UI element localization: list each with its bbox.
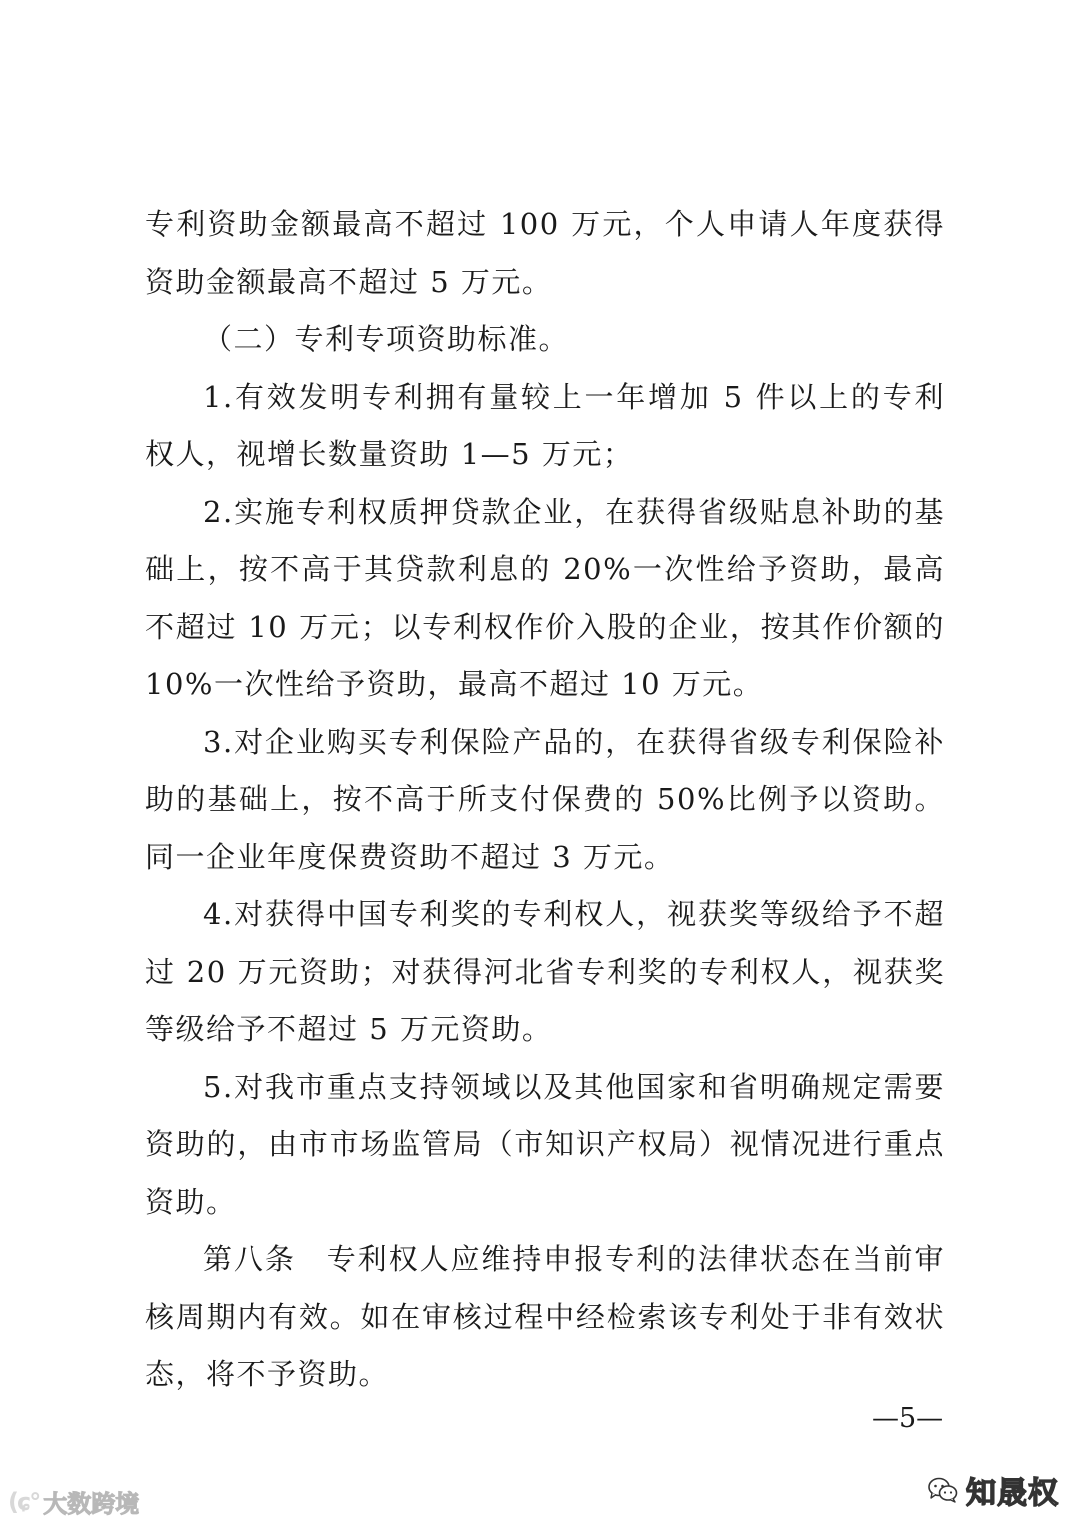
paragraph-item-4: 4.对获得中国专利奖的专利权人，视获奖等级给予不超过 20 万元资助；对获得河北省专利奖的专利权人，视获奖等级给予不超过 5 万元资助。 [145, 897, 945, 1046]
paragraph-article-8: 第八条 专利权人应维持申报专利的法律状态在当前审核周期内有效。如在审核过程中经检索该专利处于非有效状态，将不予资助。 [145, 1242, 945, 1391]
watermark-dashujingjing [8, 1484, 139, 1519]
watermark-logo-mark: (ɕ° [8, 1487, 40, 1516]
paragraph-item-5: 5.对我市重点支持领域以及其他国家和省明确规定需要资助的，由市市场监管局（市知识产权局）视情况进行重点资助。 [145, 1069, 945, 1219]
paragraph-item-1: 1.有效发明专利拥有量较上一年增加 5 件以上的专利权人，视增长数量资助 1—5 万元； [145, 379, 945, 471]
paragraph-section-heading: （二）专利专项资助标准。 [203, 322, 570, 356]
watermark-left-text: 大数跨境 [43, 1490, 140, 1518]
watermark-right-text: 知晟权 [966, 1476, 1059, 1511]
paragraph-item-2: 2.实施专利权质押贷款企业，在获得省级贴息补助的基础上，按不高于其贷款利息的 20%一次性给予资助，最高不超过 10 万元；以专利权作价入股的企业，按其作价额的 10%一次性给予资助，最高不超过 10 万元。 [145, 494, 945, 701]
paragraph-continuation: 专利资助金额最高不超过 100 万元，个人申请人年度获得资助金额最高不超过 5 万元。 [145, 207, 945, 299]
page-number: —5— [872, 1403, 944, 1434]
watermark-zhishengquan [928, 1468, 1059, 1512]
wechat-icon [928, 1477, 958, 1503]
document-body [145, 196, 945, 1404]
paragraph-item-3: 3.对企业购买专利保险产品的，在获得省级专利保险补助的基础上，按不高于所支付保费的 50%比例予以资助。同一企业年度保费资助不超过 3 万元。 [145, 724, 945, 874]
